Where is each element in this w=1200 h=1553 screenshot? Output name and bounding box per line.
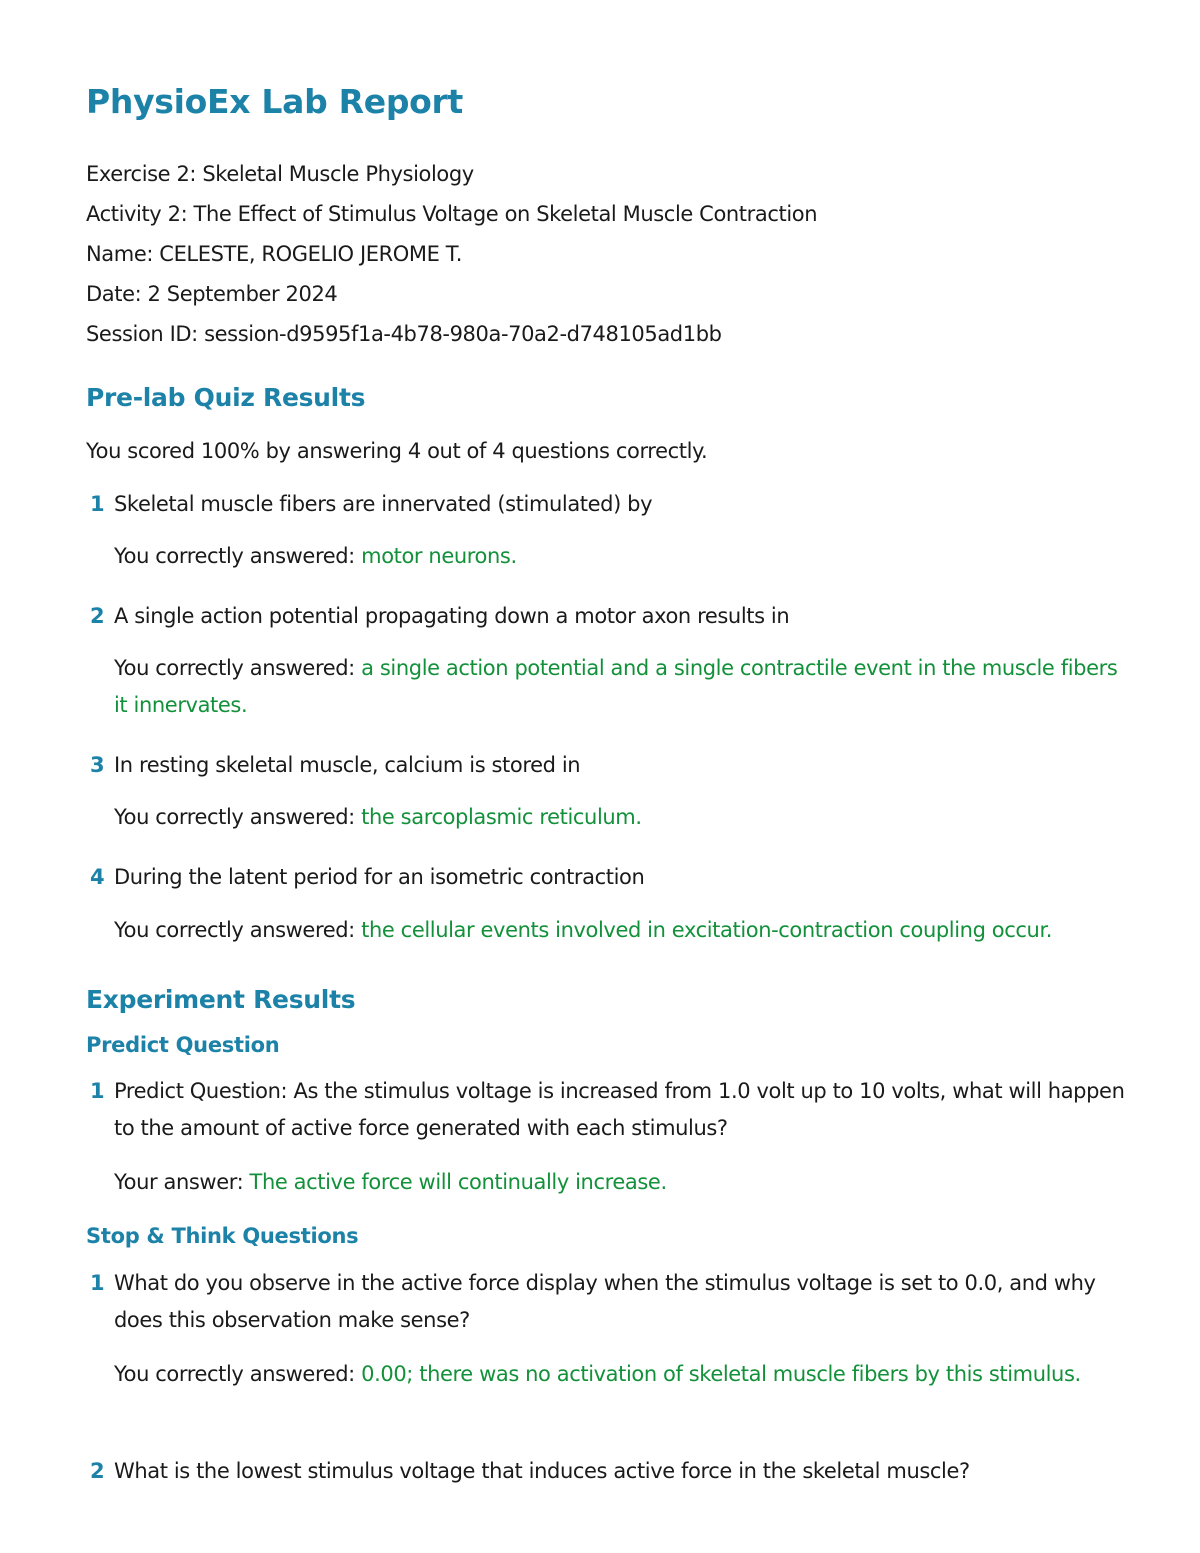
answer-value: The active force will continually increase. [249, 1170, 667, 1194]
answer-value: a single action potential and a single contractile event in the muscle fibers it innervates. [114, 656, 1118, 717]
experiment-heading: Experiment Results [86, 985, 356, 1014]
question-number: 3 [90, 753, 105, 777]
answer-line [114, 650, 1136, 724]
question-text: What do you observe in the active force display when the stimulus voltage is set to 0.0, and why does this observation make sense? [114, 1271, 1096, 1332]
answer-label: You correctly answered: [114, 656, 362, 680]
answer-line [114, 912, 1136, 949]
answer-value: motor neurons. [361, 544, 517, 568]
answer-line [114, 538, 1136, 575]
question-text: Skeletal muscle fibers are innervated (stimulated) by [114, 492, 653, 516]
question-text: In resting skeletal muscle, calcium is stored in [114, 753, 581, 777]
answer-value: the sarcoplasmic reticulum. [361, 805, 642, 829]
answer-line [114, 1164, 1136, 1201]
question-number: 1 [90, 1079, 105, 1103]
question-number: 2 [90, 604, 105, 628]
predict-heading: Predict Question [86, 1033, 280, 1057]
question-text: Predict Question: As the stimulus voltage is increased from 1.0 volt up to 10 volts, what will happen to the amount of active force generated with each stimulus? [114, 1079, 1125, 1140]
report-date: Date: 2 September 2024 [86, 282, 338, 306]
answer-line [114, 799, 1136, 836]
answer-label: You correctly answered: [114, 544, 362, 568]
prelab-heading: Pre-lab Quiz Results [86, 383, 366, 412]
stop-think-heading: Stop & Think Questions [86, 1224, 359, 1248]
answer-line [114, 1356, 1136, 1393]
question-number: 1 [90, 1271, 105, 1295]
answer-label: You correctly answered: [114, 1362, 362, 1386]
question-number: 4 [90, 865, 105, 889]
answer-label: Your answer: [114, 1170, 250, 1194]
activity-line: Activity 2: The Effect of Stimulus Voltage on Skeletal Muscle Contraction [86, 202, 818, 226]
answer-value: 0.00; there was no activation of skeletal muscle fibers by this stimulus. [361, 1362, 1081, 1386]
student-name: Name: CELESTE, ROGELIO JEROME T. [86, 242, 462, 266]
session-id: Session ID: session-d9595f1a-4b78-980a-70a2-d748105ad1bb [86, 322, 722, 346]
answer-value: the cellular events involved in excitation-contraction coupling occur. [361, 918, 1053, 942]
question-text: What is the lowest stimulus voltage that induces active force in the skeletal muscle? [114, 1459, 970, 1483]
answer-label: You correctly answered: [114, 918, 362, 942]
question-number: 1 [90, 492, 105, 516]
answer-label: You correctly answered: [114, 805, 362, 829]
question-text: During the latent period for an isometric contraction [114, 865, 645, 889]
prelab-score: You scored 100% by answering 4 out of 4 questions correctly. [86, 439, 708, 463]
exercise-line: Exercise 2: Skeletal Muscle Physiology [86, 162, 474, 186]
question-text: A single action potential propagating down a motor axon results in [114, 604, 790, 628]
report-title: PhysioEx Lab Report [86, 82, 463, 121]
question-number: 2 [90, 1459, 105, 1483]
